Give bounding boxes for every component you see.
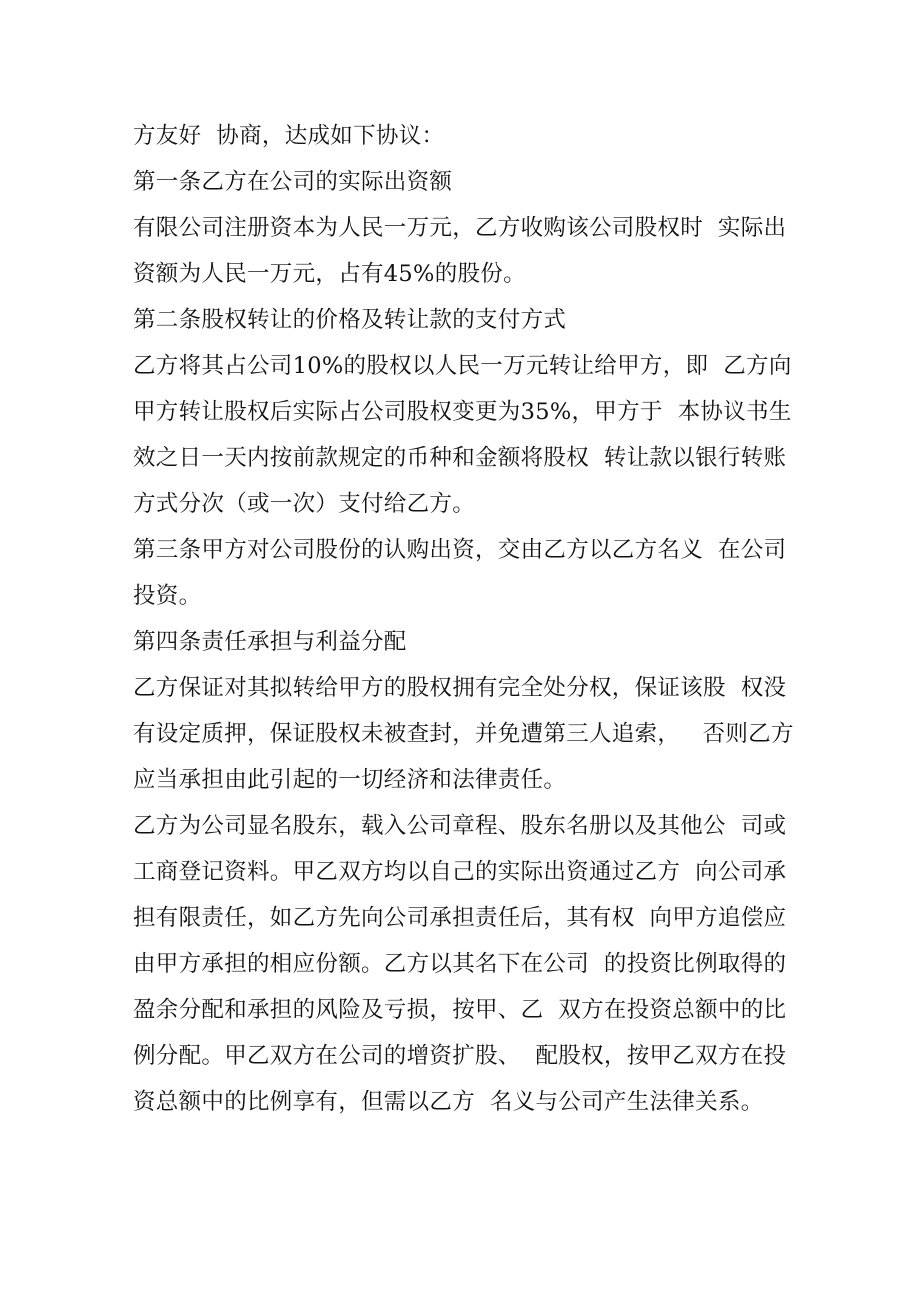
text-line: 有设定质押，保证股权未被查封，并免遭第三人追索， 否则乙方 bbox=[133, 721, 794, 747]
text-line: 甲方转让股权后实际占公司股权变更为35%，甲方于 本协议书生 bbox=[133, 399, 792, 425]
text-line: 乙方保证对其拟转给甲方的股权拥有完全处分权，保证该股 权没 bbox=[133, 675, 787, 701]
text-line: 应当承担由此引起的一切经济和法律责任。 bbox=[133, 767, 567, 793]
text-line: 担有限责任，如乙方先向公司承担责任后，其有权 向甲方追偿应 bbox=[133, 905, 787, 931]
text-line: 乙方为公司显名股东，载入公司章程、股东名册以及其他公 司或 bbox=[133, 813, 787, 839]
article-2-heading: 第二条股权转让的价格及转让款的支付方式 bbox=[133, 307, 567, 333]
text-line: 投资。 bbox=[133, 583, 202, 609]
document-body bbox=[133, 113, 813, 1125]
text-line: 工商登记资料。甲乙双方均以自己的实际出资通过乙方 向公司承 bbox=[133, 859, 787, 885]
text-line: 乙方将其占公司10%的股权以人民一万元转让给甲方，即 乙方向 bbox=[133, 353, 792, 379]
text-line: 资额为人民一万元，占有45%的股份。 bbox=[133, 261, 526, 287]
article-1-heading: 第一条乙方在公司的实际出资额 bbox=[133, 169, 453, 195]
text-line: 盈余分配和承担的风险及亏损，按甲、乙 双方在投资总额中的比 bbox=[133, 997, 787, 1023]
article-4-heading: 第四条责任承担与利益分配 bbox=[133, 629, 407, 655]
text-line: 方友好 协商，达成如下协议： bbox=[133, 123, 445, 149]
text-line: 效之日一天内按前款规定的币种和金额将股权 转让款以银行转账 bbox=[133, 445, 787, 471]
article-3-text: 第三条甲方对公司股份的认购出资，交由乙方以乙方名义 在公司 bbox=[133, 537, 787, 563]
text-line: 例分配。甲乙双方在公司的增资扩股、 配股权，按甲乙双方在投 bbox=[133, 1043, 787, 1069]
text-line: 方式分次（或一次）支付给乙方。 bbox=[133, 491, 476, 517]
text-line: 资总额中的比例享有，但需以乙方 名义与公司产生法律关系。 bbox=[133, 1089, 764, 1115]
text-line: 由甲方承担的相应份额。乙方以其名下在公司 的投资比例取得的 bbox=[133, 951, 787, 977]
text-line: 有限公司注册资本为人民一万元，乙方收购该公司股权时 实际出 bbox=[133, 215, 787, 241]
